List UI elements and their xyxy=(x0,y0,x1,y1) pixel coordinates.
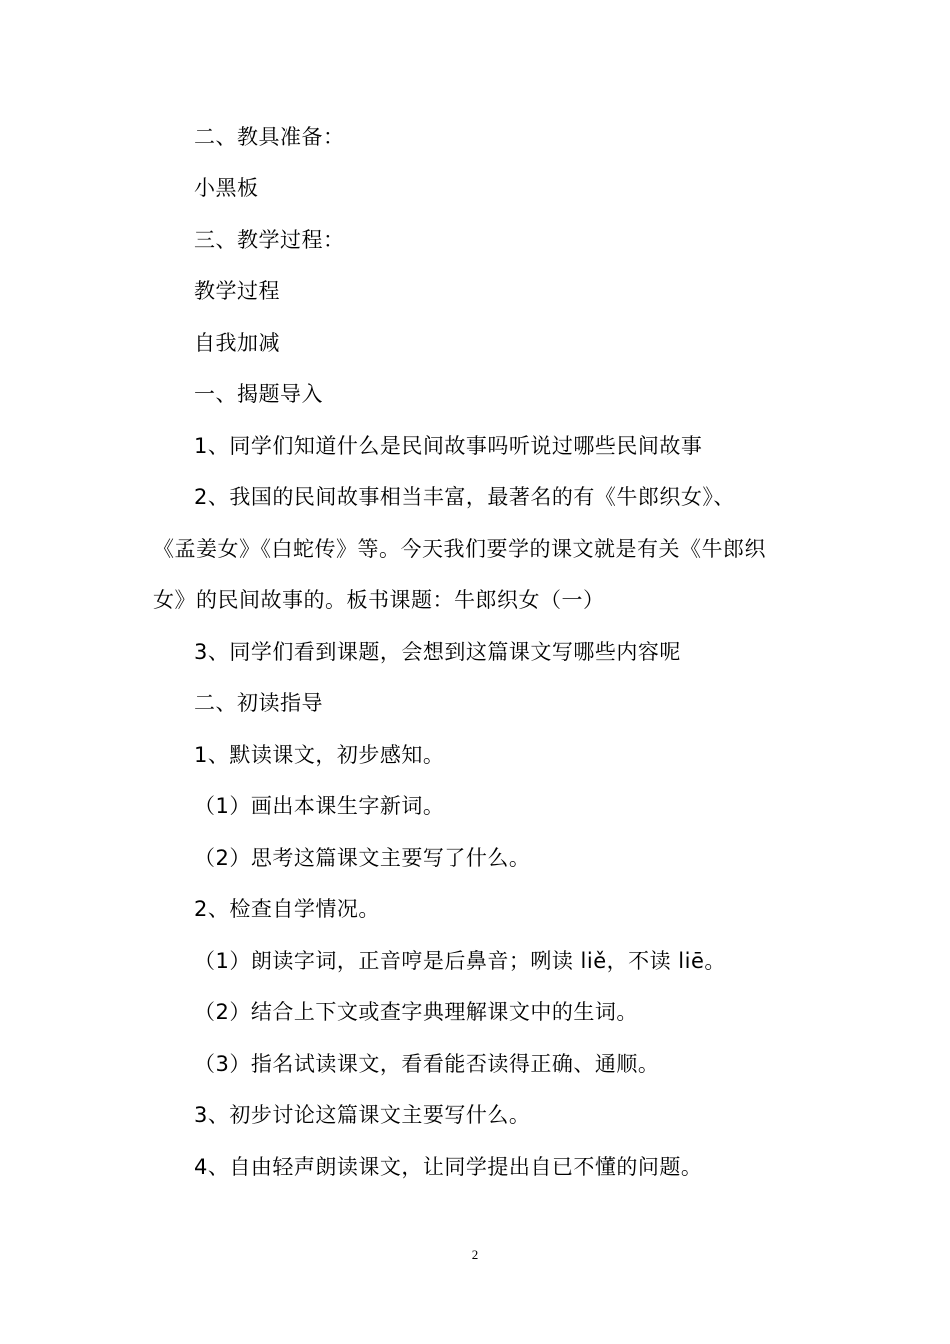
line-2: 小黑板 xyxy=(194,176,259,200)
line-11: 3、同学们看到课题，会想到这篇课文写哪些内容呢 xyxy=(194,640,681,664)
line-6: 一、揭题导入 xyxy=(194,382,323,406)
line-16: 2、检查自学情况。 xyxy=(194,897,380,921)
line-19: （3）指名试读课文，看看能否读得正确、通顺。 xyxy=(194,1052,660,1076)
line-8: 2、我国的民间故事相当丰富，最著名的有《牛郎织女》、 xyxy=(194,485,735,509)
page-number: 2 xyxy=(471,1247,479,1262)
line-4: 教学过程 xyxy=(194,279,280,303)
line-14: （1）画出本课生字新词。 xyxy=(194,794,445,818)
line-7: 1、同学们知道什么是民间故事吗听说过哪些民间故事 xyxy=(194,434,703,458)
line-1: 二、教具准备： xyxy=(194,125,345,149)
line-15: （2）思考这篇课文主要写了什么。 xyxy=(194,846,531,870)
line-12: 二、初读指导 xyxy=(194,691,323,715)
line-20: 3、初步讨论这篇课文主要写什么。 xyxy=(194,1103,531,1127)
line-13: 1、默读课文，初步感知。 xyxy=(194,743,445,767)
line-3: 三、教学过程： xyxy=(194,228,345,252)
line-9: 《孟姜女》《白蛇传》等。今天我们要学的课文就是有关《牛郎织 xyxy=(153,537,766,561)
line-5: 自我加减 xyxy=(194,331,280,355)
line-21: 4、自由轻声朗读课文，让同学提出自已不懂的问题。 xyxy=(194,1155,703,1179)
line-10: 女》的民间故事的。板书课题：牛郎织女（一） xyxy=(153,588,605,612)
line-17: （1）朗读字词，正音哼是后鼻音；咧读 liě，不读 liē。 xyxy=(194,949,726,973)
line-18: （2）结合上下文或查字典理解课文中的生词。 xyxy=(194,1000,638,1024)
